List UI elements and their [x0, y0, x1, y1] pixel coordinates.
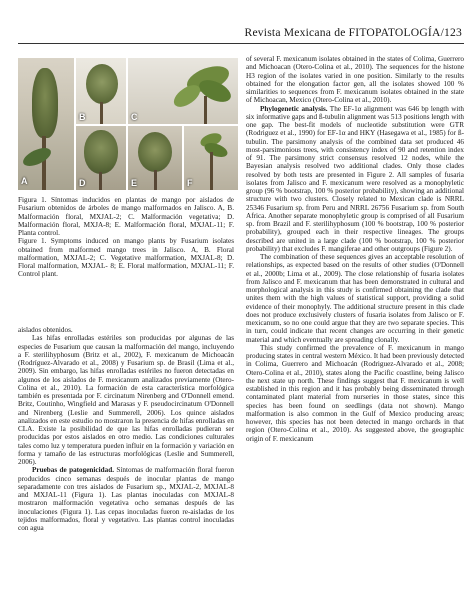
panel-label-b: B [79, 112, 86, 122]
panel-label-d: D [79, 178, 86, 188]
header-rule [18, 43, 464, 44]
panel-label-e: E [131, 178, 138, 188]
figure-panel-f [184, 126, 238, 190]
panel-label-a: A [21, 176, 28, 186]
figure-panel-d [76, 126, 126, 190]
right-paragraph-2-text: The EF-1α alignment was 646 bp length with six informative gaps and ß-tubulin alignment was 513 positions length with one gap. The best-fit models of nucleotide substitution were GTR (Rodriguez et al., 1990) for EF-1α and HKY (Hasegawa et al., 1985) for ß-tubulin. The parsimony analysis of the combined data set produced 46 most-parsimonious trees, with consistency index of 90 and retention index of 91. The parsimony strict consensus resolved 12 nodes, while the Bayesian analysis resolved two additional clades. Only those clades resolved by both tests are presented in Figure 2. All samples of fusaria isolates from Jalisco and F. mexicanum were resolved as a monophyletic group (96 % bootstrap, 100 % posterior probability), showing an additional structure with two clusters. Closely related to Mexican clade is NRRL 25346 Fusarium sp. from Peru and NRRL 26756 Fusarium sp. from South Africa. Another separate monophyletic group is comprised of all Fusarium sp. from Brazil and F. sterilihyphosum (100 % bootstrap, 100 % posterior probability), grouped each in their respective lineages. The groups described are united in a large clade (100 % bootstrap, 100 % posterior probability) that excludes F. mangiferae and other outgroups (Figure 2). [246, 104, 464, 253]
figure-panel-e [128, 126, 182, 190]
right-column-body [246, 55, 464, 443]
right-paragraph-4: This study confirmed the prevalence of F. mexicanum in mango producing states in central western México. It had been previously detected in Colima, Guerrero and Michoacán (Rodriguez-Alvarado et al., 2008; Otero-Colina et al., 2010), states along the Pacific coastline, being Jalisco the next state up north. These findings suggest that F. mexicanum is well established in this region and it has probably being disseminated through contaminated plant material from nurseries in those states, since this species has been found on seedlings (data not shown). Mango malformation is also common in the Gulf of Mexico producing areas; however, this species has not been detected in mango orchards in that region (Otero-Colina et al., 2010). As suggested above, the geographic origin of F. mexicanum [246, 343, 464, 443]
caption-english: Figure 1. Symptoms induced on mango plants by Fusarium isolates obtained from malformed mango trees in Jalisco. A, B. Floral malformation, MXJAL-2; C. Vegetative malformation, MXJAL-8; D. Floral malformation, MXJAL- 8; E. Floral malformation, MXJAL-11; F. Control plant. [18, 237, 234, 279]
figure-panel-a [18, 58, 74, 190]
right-paragraph-2 [246, 105, 464, 254]
left-paragraph-3-text: Síntomas de malformación floral fueron producidos cinco semanas después de inocular plantas de mango separadamente con tres aislados de Fusarium sp., MXJAL-2, MXJAL-8 and MXJAL-11 (Figura 1). Las plantas inoculadas con MXJAL-8 mostraron malformación vegetativa ocho semanas después de las inoculaciones (Figura 1). Las cepas inoculadas fueron re-aisladas de los tejidos malformados, floral y vegetativo. Las plantas control inoculadas con agua [18, 466, 234, 532]
right-paragraph-1: of several F. mexicanum isolates obtained in the states of Colima, Guerrero and Michoacan (Otero-Colina et al., 2010). The sequences for the histone H3 region of the isolates varied in one position. Similarly to the results obtained for the elongation factor gen, all the isolates showed 100 % similarities to sequences from F. mexicanum isolates obtained in the state of Michoacan, Mexico (Otero-Colina et al., 2010). [246, 55, 464, 105]
section-head-phylogenetic: Phylogenetic analysis. [260, 104, 328, 113]
section-head-pathogenicity: Pruebas de patogenicidad. [32, 466, 114, 475]
page-number: /123 [440, 26, 462, 39]
figure-panel-b [76, 58, 126, 124]
left-paragraph-1: aislados obtenidos. [18, 326, 73, 334]
left-paragraph-2: Las hifas enrolladas estériles son producidas por algunas de las especies de Fusarium que causan la malformación del mango, incluyendo a F. sterilihyphosum (Britz et al., 2002), F. mexicanum de Michoacán (Rodríguez-Alvarado et al., 2008) y Fusarium sp. de Brasil (Lima et al., 2009). Sin embargo, las hifas enrolladas estériles no fueron detectadas en algunos de los aislados de F. mexicanum analizados previamente (Otero-Colina et al., 2010). La formación de esta característica morfológica también es presentada por F. circinatum Nirenberg and O'Donnell emend. Britz, Coutinho, Wingfield and Marasas y F. pseudocircinatum O'Donnell and Nirenberg (Leslie and Summerell, 2006). Los quince aislados analizados en este estudio no mostraron la presencia de hifas enrolladas en CLA. Existe la posibilidad de que las hifas enrolladas pudieran ser producidas por estos aislados en otro medio. Las condiciones culturales tales como luz y temperatura pueden influir en la formación y variación en forma y tamaño de las estructuras morfológicas (Leslie and Summerell, 2006). [18, 334, 234, 466]
caption-spanish: Figura 1. Síntomas inducidos en plantas de mango por aislados de Fusarium obtenidos de árboles de mango malformados en Jalisco. A, B. Malformación floral, MXJAL-2; C. Malformación vegetativa; D. Malformación floral, MXJA-8; E. Malformación floral, MXJAL-11; F. Planta control. [18, 196, 234, 237]
panel-label-c: C [131, 112, 138, 122]
journal-title-prefix: Revista Mexicana de [244, 26, 349, 39]
panel-label-f: F [187, 178, 193, 188]
left-column-body [18, 326, 234, 532]
left-paragraph-3 [18, 466, 234, 532]
figure-caption [18, 196, 234, 279]
running-header [210, 26, 462, 39]
journal-title-main: FITOPATOLOGÍA [348, 26, 441, 39]
right-paragraph-3: The combination of these sequences gives an acceptable resolution of relationships, as expected based on the results of other studies (O'Donnell et al., 2000b; Lima et al., 2009). The close relationship of fusaria isolates from Jalisco and F. mexicanum that has been demonstrated in cultural and morphological analysis in this study is confirmed obtaining the clade that unites them with the high values of statistical support, providing a solid evidence of their monophyly. The additional structure present in this clade does not produce exclusively clusters of fusaria isolates from Jalisco or F. mexicanum, so no one could argue that they are two separate species. This in turn, could indicate that recent changes are occurring in their genetic material and which eventually are spreading clonally. [246, 253, 464, 344]
figure-panel-c [128, 58, 238, 124]
figure-1 [18, 58, 238, 190]
